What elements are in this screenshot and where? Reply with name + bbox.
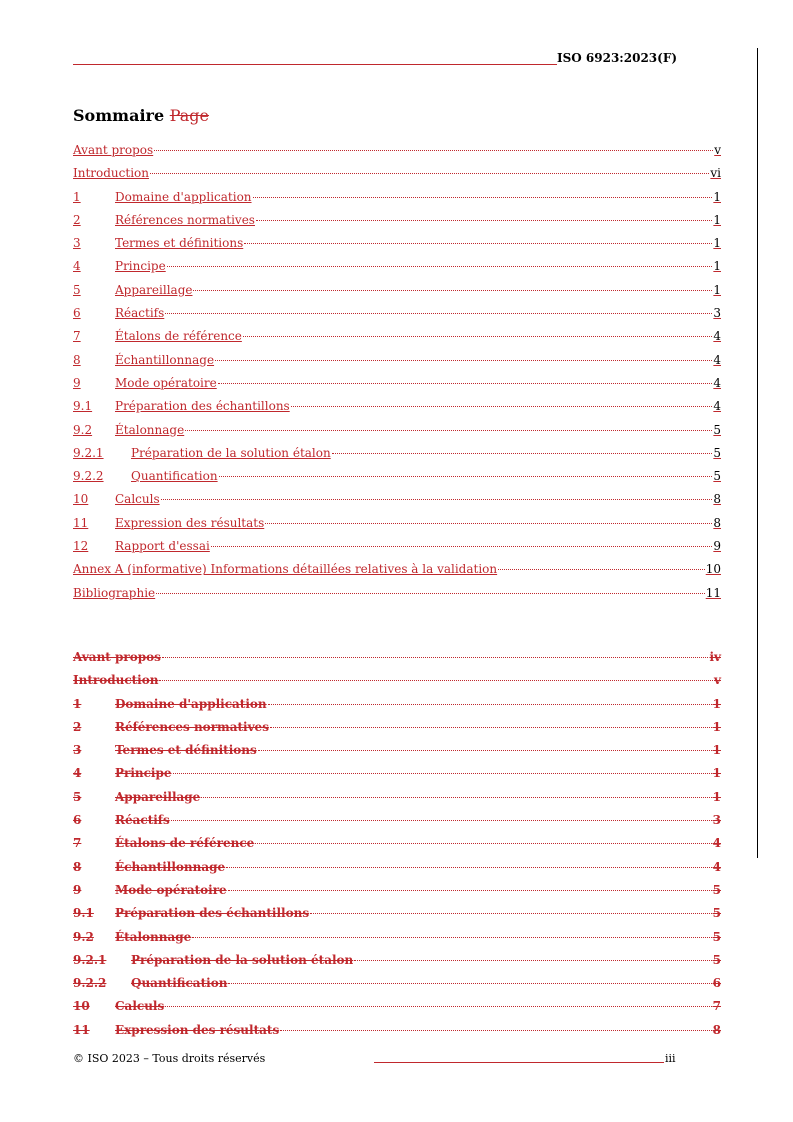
- toc-leader-dots: [265, 523, 712, 524]
- toc-entry[interactable]: [73, 836, 721, 859]
- toc-leader-dots: [201, 797, 711, 798]
- toc-leader-dots: [268, 704, 712, 705]
- toc-entry[interactable]: [73, 586, 721, 609]
- toc-entry[interactable]: [73, 516, 721, 539]
- toc-entry[interactable]: [73, 469, 721, 492]
- toc-entry-number: 9.2: [73, 929, 94, 944]
- toc-leader-dots: [228, 890, 712, 891]
- toc-heading-title: Sommaire: [73, 106, 165, 125]
- toc-leader-dots: [150, 173, 709, 174]
- toc-entry-page: 5: [713, 469, 721, 484]
- toc-entry-page: 1: [712, 766, 721, 781]
- toc-entry-page: vi: [710, 166, 721, 181]
- toc-entry-title: Échantillonnage: [115, 859, 226, 874]
- toc-entry-page: 4: [712, 836, 721, 851]
- toc-entry-number: 9.2.1: [73, 445, 104, 460]
- toc-leader-dots: [156, 593, 705, 594]
- toc-entry-title: Étalons de référence: [115, 836, 255, 851]
- toc-entry-number: 1: [73, 696, 82, 711]
- toc-leader-dots: [498, 569, 705, 570]
- toc-entry[interactable]: [73, 766, 721, 789]
- toc-entry-number: 10: [73, 999, 90, 1014]
- toc-entry-title: Étalonnage: [115, 422, 185, 437]
- toc-entry-page: 3: [712, 813, 721, 828]
- toc-entry-page: 1: [712, 696, 721, 711]
- toc-entry-page: 1: [713, 212, 721, 227]
- toc-entry-number: 8: [73, 859, 82, 874]
- toc-entry[interactable]: [73, 376, 721, 399]
- toc-leader-dots: [165, 1006, 711, 1007]
- toc-entry-title: Réactifs: [115, 813, 170, 828]
- toc-entry-title: Termes et définitions: [115, 236, 244, 251]
- toc-entry[interactable]: [73, 999, 721, 1022]
- toc-entry-title: Appareillage: [115, 789, 201, 804]
- toc-entry[interactable]: [73, 259, 721, 282]
- toc-leader-dots: [215, 360, 712, 361]
- toc-leader-dots: [211, 546, 713, 547]
- toc-entry-title: Bibliographie: [73, 585, 156, 600]
- toc-entry-title: Préparation de la solution étalon: [131, 952, 354, 967]
- toc-entry[interactable]: [73, 166, 721, 189]
- toc-entry-title: Réactifs: [115, 306, 165, 321]
- toc-entry-title: Termes et définitions: [115, 743, 257, 758]
- toc-leader-dots: [192, 937, 711, 938]
- toc-entry[interactable]: [73, 813, 721, 836]
- toc-entry-title: Mode opératoire: [115, 375, 217, 390]
- toc-entry-title: Avant propos: [73, 650, 161, 664]
- toc-leader-dots: [253, 197, 713, 198]
- toc-leader-dots: [165, 313, 712, 314]
- toc-entry-number: 7: [73, 329, 81, 344]
- toc-entry-number: 8: [73, 352, 81, 367]
- toc-entry-page: 8: [713, 515, 721, 530]
- toc-leader-dots: [173, 773, 712, 774]
- toc-entry[interactable]: [73, 906, 721, 929]
- toc-heading-page-label: Page: [169, 106, 210, 125]
- toc-entry-number: 2: [73, 719, 82, 734]
- toc-entry[interactable]: [73, 492, 721, 515]
- toc-entry-title: Avant propos: [73, 143, 154, 157]
- toc-entry-page: v: [714, 673, 721, 688]
- toc-entry-title: Annex A (informative) Informations détaillées relatives à la validation: [73, 562, 498, 577]
- toc-entry[interactable]: [73, 539, 721, 562]
- toc-entry-title: Domaine d'application: [115, 696, 267, 711]
- toc-entry[interactable]: [73, 329, 721, 352]
- toc-entry[interactable]: [73, 213, 721, 236]
- toc-entry-number: 9.1: [73, 399, 93, 414]
- toc-entry-title: Rapport d'essai: [115, 539, 210, 554]
- toc-entry-page: 1: [713, 189, 721, 204]
- toc-entry-number: 11: [73, 1022, 90, 1037]
- toc-entry-page: 5: [713, 445, 721, 460]
- toc-entry-title: Principe: [115, 766, 172, 781]
- toc-entry-page: 8: [712, 1022, 721, 1037]
- toc-entry[interactable]: [73, 306, 721, 329]
- toc-entry-title: Étalonnage: [115, 929, 192, 944]
- change-bar: [757, 48, 758, 858]
- toc-entry[interactable]: [73, 399, 721, 422]
- toc-entry-page: 1: [712, 789, 721, 804]
- toc-entry-title: Échantillonnage: [115, 352, 215, 367]
- toc-entry[interactable]: [73, 423, 721, 446]
- toc-entry-title: Quantification: [131, 469, 218, 484]
- toc-new: [73, 143, 721, 609]
- toc-entry-page: 11: [705, 585, 721, 600]
- toc-entry[interactable]: [73, 673, 721, 696]
- toc-entry-page: 10: [705, 562, 721, 577]
- toc-entry-number: 9.2.1: [73, 952, 107, 967]
- toc-entry-title: Expression des résultats: [115, 1022, 280, 1037]
- toc-entry[interactable]: [73, 976, 721, 999]
- toc-leader-dots: [243, 336, 712, 337]
- toc-entry-number: 4: [73, 766, 82, 781]
- toc-leader-dots: [171, 820, 712, 821]
- toc-entry-number: 9: [73, 882, 82, 897]
- toc-entry-title: Expression des résultats: [115, 515, 265, 530]
- toc-entry-number: 9.1: [73, 906, 94, 921]
- toc-leader-dots: [219, 476, 713, 477]
- toc-entry[interactable]: [73, 562, 721, 585]
- toc-heading: [73, 106, 209, 125]
- toc-entry-page: 1: [712, 743, 721, 758]
- toc-entry-title: Préparation des échantillons: [115, 906, 310, 921]
- toc-entry-page: 5: [712, 929, 721, 944]
- toc-entry-title: Principe: [115, 259, 166, 274]
- toc-leader-dots: [310, 913, 712, 914]
- toc-entry[interactable]: [73, 1023, 721, 1046]
- toc-entry-title: Introduction: [73, 166, 149, 181]
- toc-entry[interactable]: [73, 743, 721, 766]
- toc-entry-title: Calculs: [115, 492, 160, 507]
- toc-entry-page: 4: [713, 399, 721, 414]
- toc-entry-number: 7: [73, 836, 82, 851]
- toc-entry-page: 4: [713, 329, 721, 344]
- toc-entry[interactable]: [73, 953, 721, 976]
- toc-entry-page: 1: [713, 282, 721, 297]
- toc-entry[interactable]: [73, 446, 721, 469]
- toc-entry-page: iv: [709, 650, 721, 664]
- toc-entry-number: 9.2.2: [73, 976, 107, 991]
- toc-entry-page: 5: [712, 882, 721, 897]
- footer-rule: [374, 1062, 664, 1063]
- toc-entry-number: 9.2.2: [73, 469, 104, 484]
- toc-leader-dots: [291, 406, 713, 407]
- toc-leader-dots: [255, 843, 711, 844]
- toc-leader-dots: [226, 867, 711, 868]
- toc-leader-dots: [256, 220, 712, 221]
- toc-entry-number: 9.2: [73, 422, 93, 437]
- toc-entry[interactable]: [73, 860, 721, 883]
- toc-leader-dots: [154, 150, 713, 151]
- toc-entry-page: 1: [713, 259, 721, 274]
- toc-entry-title: Calculs: [115, 999, 165, 1014]
- toc-entry[interactable]: [73, 930, 721, 953]
- toc-entry-page: 1: [713, 236, 721, 251]
- toc-entry[interactable]: [73, 650, 721, 673]
- toc-entry-number: 1: [73, 189, 81, 204]
- toc-leader-dots: [244, 243, 712, 244]
- toc-leader-dots: [270, 727, 712, 728]
- toc-entry-title: Préparation des échantillons: [115, 399, 290, 414]
- toc-entry-title: Étalons de référence: [115, 329, 242, 344]
- toc-leader-dots: [185, 430, 712, 431]
- toc-entry-page: 1: [712, 719, 721, 734]
- toc-entry-page: 5: [712, 906, 721, 921]
- toc-leader-dots: [332, 453, 713, 454]
- toc-entry-number: 5: [73, 282, 81, 297]
- toc-leader-dots: [354, 960, 711, 961]
- toc-leader-dots: [167, 266, 713, 267]
- toc-entry[interactable]: [73, 720, 721, 743]
- toc-entry-page: 4: [713, 375, 721, 390]
- toc-entry-number: 3: [73, 236, 81, 251]
- toc-leader-dots: [228, 983, 711, 984]
- toc-entry-number: 6: [73, 813, 82, 828]
- header-rule: [73, 64, 557, 65]
- toc-entry-page: 5: [712, 952, 721, 967]
- toc-entry-page: 4: [713, 352, 721, 367]
- toc-entry-page: 8: [713, 492, 721, 507]
- toc-entry-page: 7: [712, 999, 721, 1014]
- toc-entry[interactable]: [73, 143, 721, 166]
- toc-leader-dots: [162, 657, 709, 658]
- toc-entry-page: v: [714, 143, 721, 157]
- toc-entry-title: Appareillage: [115, 282, 193, 297]
- toc-entry-page: 6: [712, 976, 721, 991]
- toc-entry[interactable]: [73, 236, 721, 259]
- toc-entry[interactable]: [73, 190, 721, 213]
- toc-entry[interactable]: [73, 353, 721, 376]
- toc-leader-dots: [161, 499, 713, 500]
- toc-leader-dots: [193, 290, 712, 291]
- toc-entry-title: Domaine d'application: [115, 189, 252, 204]
- toc-entry-number: 2: [73, 212, 81, 227]
- toc-entry-number: 3: [73, 743, 82, 758]
- toc-entry-page: 5: [713, 422, 721, 437]
- footer-page-number: iii: [665, 1052, 676, 1065]
- toc-entry-number: 5: [73, 789, 82, 804]
- footer-copyright: © ISO 2023 – Tous droits réservés: [73, 1052, 266, 1065]
- toc-leader-dots: [218, 383, 713, 384]
- toc-entry[interactable]: [73, 883, 721, 906]
- toc-leader-dots: [280, 1030, 711, 1031]
- toc-entry-number: 4: [73, 259, 81, 274]
- toc-entry[interactable]: [73, 790, 721, 813]
- toc-entry-page: 4: [712, 859, 721, 874]
- toc-entry-number: 6: [73, 306, 81, 321]
- toc-leader-dots: [258, 750, 712, 751]
- toc-old: [73, 650, 721, 1046]
- toc-entry-page: 9: [713, 539, 721, 554]
- toc-entry-title: Quantification: [131, 976, 228, 991]
- toc-entry-title: Préparation de la solution étalon: [131, 445, 331, 460]
- document-id: ISO 6923:2023(F): [557, 51, 678, 65]
- toc-entry-title: Références normatives: [115, 212, 255, 227]
- toc-entry-title: Introduction: [73, 673, 159, 688]
- toc-entry-number: 12: [73, 539, 89, 554]
- toc-entry-number: 9: [73, 375, 81, 390]
- toc-leader-dots: [159, 680, 713, 681]
- toc-entry-title: Références normatives: [115, 719, 269, 734]
- toc-entry-page: 3: [713, 306, 721, 321]
- toc-entry-title: Mode opératoire: [115, 882, 227, 897]
- toc-entry[interactable]: [73, 697, 721, 720]
- toc-entry-number: 11: [73, 515, 89, 530]
- toc-entry[interactable]: [73, 283, 721, 306]
- toc-entry-number: 10: [73, 492, 89, 507]
